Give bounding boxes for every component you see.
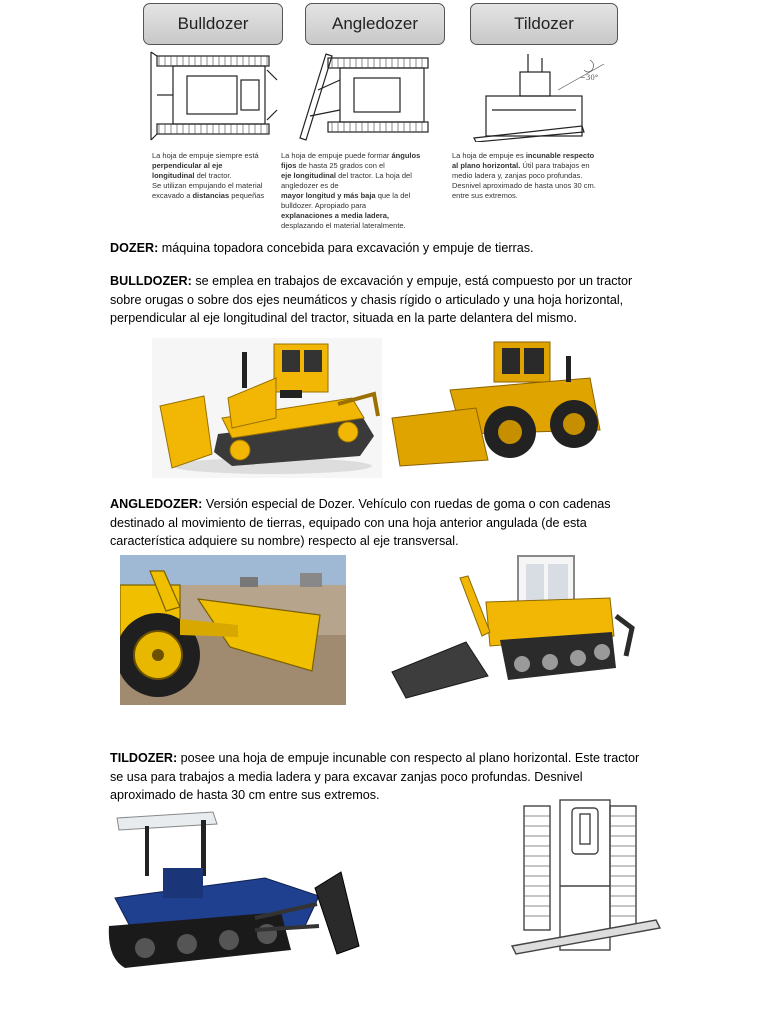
tag-bulldozer: Bulldozer [143,3,283,45]
angledozer-site-photo [120,555,346,705]
angledozer-crawler-photo [390,552,640,707]
crawler-bulldozer-photo [152,338,382,478]
caption-angledozer: La hoja de empuje puede formar ángulos fijos de hasta 25 grados con el eje longitudinal del tractor. La hoja del angledozer es de mayor longitud y más baja que la del bulldozer. Apropiado para explanaciones a media ladera, desplazando el material lateralmente. [281,151,421,230]
tildozer-tractor-photo [105,808,363,980]
paragraph-angledozer: ANGLEDOZER: Versión especial de Dozer. Vehículo con ruedas de goma o con cadenas destinado al movimiento de tierras, equipado con una hoja anterior angulada (de esta característica adquiere su nombre) respecto al eje transversal. [110,497,611,548]
tildozer-top-diagram [460,796,664,956]
paragraph-bulldozer: BULLDOZER: se emplea en trabajos de excavación y empuje, está compuesto por un tractor sobre orugas o sobre dos ejes neumáticos y chasis rígido o articulado y una hoja horizontal, perpendicular al eje longitudinal del tractor, situada en la parte delantera del mismo. [110,274,633,325]
caption-tildozer: La hoja de empuje es incunable respecto al plano horizontal. Útil para trabajos en medio ladera y, zanjas poco profundas. Desnivel aproximado de hasta unos 30 cm. entre sus extremos. [452,151,596,200]
angledozer-diagram [296,50,438,142]
bulldozer-diagram [147,50,285,142]
svg-text:~30°: ~30° [580,74,599,82]
tag-tildozer: Tildozer [470,3,618,45]
paragraph-dozer: DOZER: máquina topadora concebida para excavación y empuje de tierras. [110,241,534,255]
tildozer-diagram [472,50,612,142]
paragraph-tildozer: TILDOZER: posee una hoja de empuje incunable con respecto al plano horizontal. Este tractor se usa para trabajos a media ladera y para excavar zanjas poco profundas. Desnivel aproximado de hasta 30 cm entre sus extremos. [110,751,640,802]
tag-angledozer: Angledozer [305,3,445,45]
wheel-dozer-photo [390,334,608,474]
caption-bulldozer: La hoja de empuje siempre está perpendicular al eje longitudinal del tractor. Se utilizan empujando el material excavado a distancias pequeñas [152,151,265,200]
